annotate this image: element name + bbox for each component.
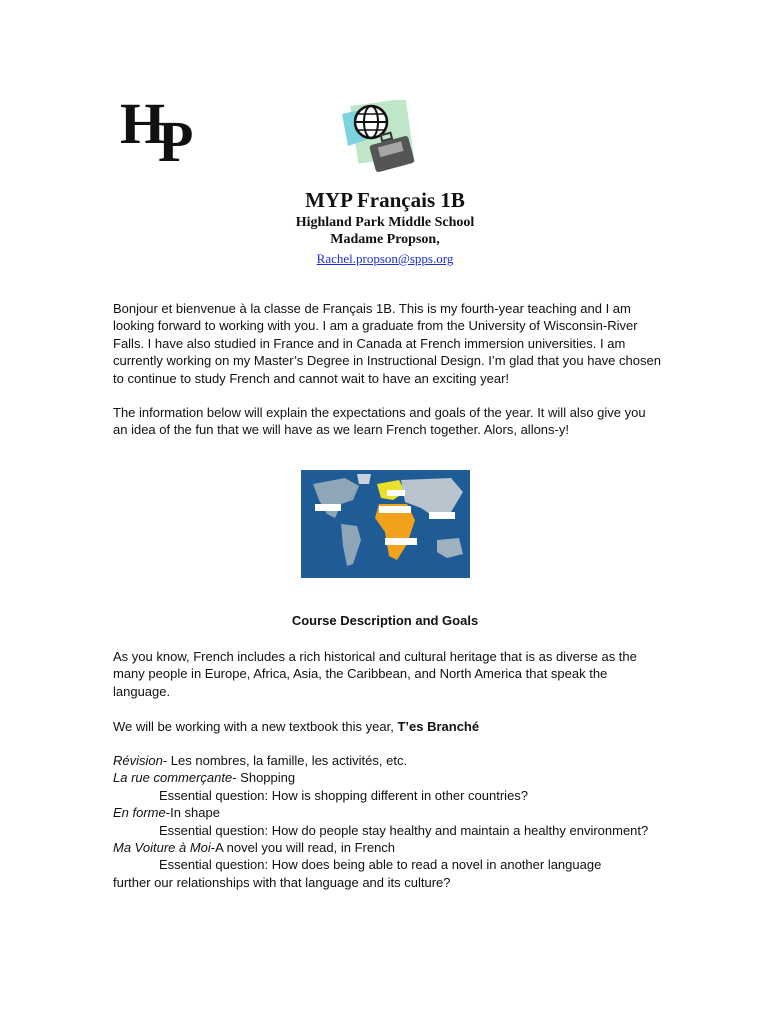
section-title: Course Description and Goals xyxy=(291,613,479,628)
francophone-world-map xyxy=(301,470,470,578)
document-header xyxy=(0,186,770,268)
essential-question: Essential question: How does being able to read a novel in another language xyxy=(159,857,602,873)
essential-question: Essential question: How is shopping different in other countries? xyxy=(159,787,529,803)
textbook-line xyxy=(113,718,663,735)
teacher-name: Madame Propson, xyxy=(330,232,440,247)
travel-globe-icon xyxy=(340,100,422,176)
svg-text:P: P xyxy=(158,109,194,171)
school-name: Highland Park Middle School xyxy=(295,215,475,230)
intro-paragraph-2: The information below will explain the expectations and goals of the year. It will also give you an idea of the fun that we will have as we learn French together. Alors, allons-y! xyxy=(113,405,646,438)
textbook-name: T’es Branché xyxy=(397,719,480,734)
course-paragraph: As you know, French includes a rich historical and cultural heritage that is as diverse as the many people in Europe, Africa, Asia, the Caribbean, and North America that speak the language. xyxy=(113,649,637,699)
list-item: Ma Voiture à Moi-A novel you will read, in French xyxy=(113,840,396,856)
essential-question: Essential question: How do people stay healthy and maintain a healthy environment? xyxy=(159,822,649,838)
list-item: En forme-In shape xyxy=(113,805,220,821)
page-title: MYP Français 1B xyxy=(305,188,465,212)
list-item: La rue commerçante- Shopping xyxy=(113,770,296,786)
list-item: Révision- Les nombres, la famille, les activités, etc. xyxy=(113,753,408,768)
unit-list xyxy=(113,752,663,891)
intro-paragraph-1: Bonjour et bienvenue à la classe de Français 1B. This is my fourth-year teaching and I am looking forward to working with you. I am a graduate from the University of Wisconsin-River Falls. I have also studied in France and in Canada at French immersion universities. I am currently working on my Master’s Degree in Instructional Design. I’m glad that you have chosen to continue to study French and cannot wait to have an exciting year! xyxy=(113,301,661,386)
essential-question-continuation: further our relationships with that language and its culture? xyxy=(113,874,451,890)
email-link[interactable]: Rachel.propson@spps.org xyxy=(316,251,454,266)
textbook-prefix: We will be working with a new textbook this year, xyxy=(113,719,398,734)
svg-text:H: H xyxy=(120,93,166,156)
school-logo xyxy=(120,93,210,171)
